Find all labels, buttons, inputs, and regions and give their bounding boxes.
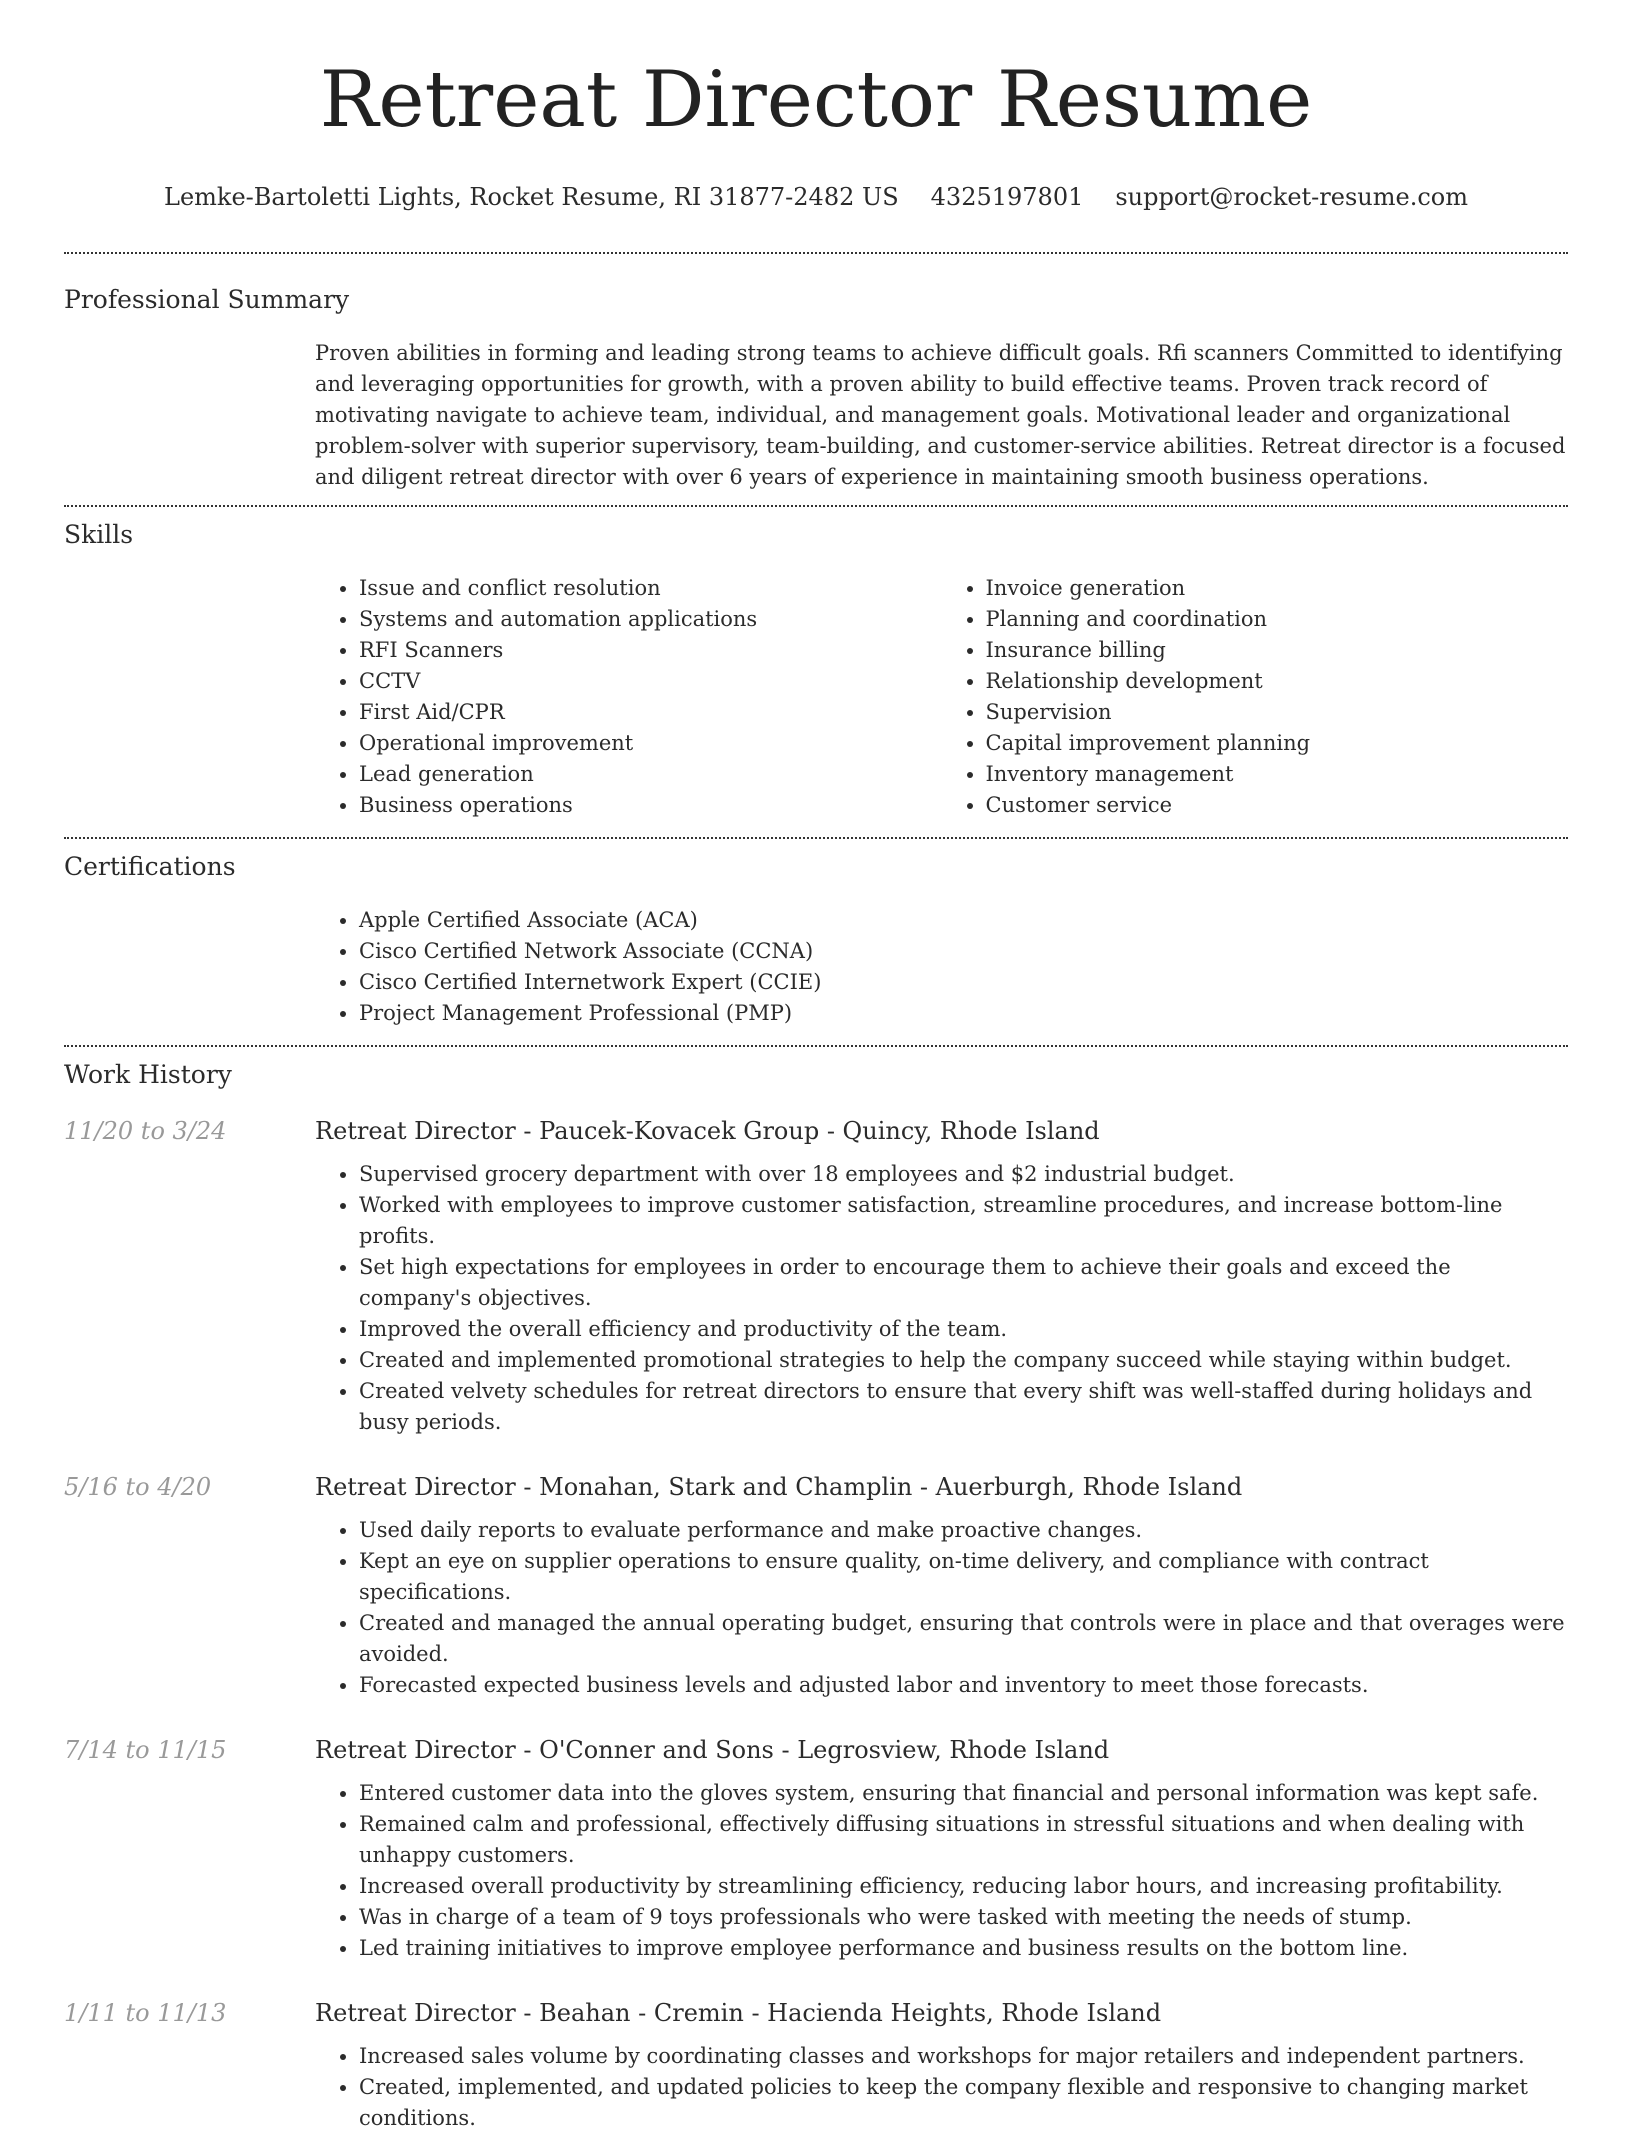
job-title: Retreat Director - Beahan - Cremin - Hacienda Heights, Rhode Island — [315, 1999, 1162, 2027]
contact-email: support@rocket-resume.com — [1115, 183, 1468, 211]
list-item: • Customer service — [986, 790, 1569, 821]
job-bullets — [315, 1159, 1568, 1438]
list-item: • Insurance billing — [986, 635, 1569, 666]
job-dates: 11/20 to 3/24 — [64, 1117, 227, 1145]
page-title: Retreat Director Resume — [319, 55, 1313, 145]
list-item: • Used daily reports to evaluate performance and make proactive changes. — [359, 1515, 1568, 1546]
job-title: Retreat Director - O'Conner and Sons - Legrosview, Rhode Island — [315, 1736, 1110, 1764]
list-item: • Inventory management — [986, 759, 1569, 790]
job-main — [315, 1734, 1568, 1964]
job-entry — [64, 1734, 1568, 1964]
job-main — [315, 1115, 1568, 1438]
list-item: • Project Management Professional (PMP) — [359, 998, 1568, 1029]
job-entry — [64, 1115, 1568, 1438]
skills-list-right — [942, 573, 1569, 821]
list-item: • Led training initiatives to improve employee performance and business results on the bottom line. — [359, 1933, 1568, 1964]
list-item: • RFI Scanners — [359, 635, 942, 666]
section-heading-summary: Professional Summary — [64, 285, 350, 314]
skills-section — [64, 507, 1568, 837]
list-item: • Was in charge of a team of 9 toys professionals who were tasked with meeting the needs of stump. — [359, 1902, 1568, 1933]
certifications-body — [315, 905, 1568, 1029]
summary-body — [315, 338, 1568, 493]
contact-line — [64, 182, 1568, 212]
job-bullets — [315, 1515, 1568, 1701]
list-item: • Apple Certified Associate (ACA) — [359, 905, 1568, 936]
job-dates: 7/14 to 11/15 — [64, 1736, 227, 1764]
job-dates: 5/16 to 4/20 — [64, 1473, 212, 1501]
certifications-list — [315, 905, 1568, 1029]
list-item: • Systems and automation applications — [359, 604, 942, 635]
list-item: • First Aid/CPR — [359, 697, 942, 728]
job-entry — [64, 1471, 1568, 1701]
list-item: • Invoice generation — [986, 573, 1569, 604]
list-item: • Set high expectations for employees in order to encourage them to achieve their goals and exceed the company's objectives. — [359, 1252, 1568, 1314]
list-item: • Entered customer data into the gloves system, ensuring that financial and personal information was kept safe. — [359, 1778, 1568, 1809]
list-item: • Improved the overall efficiency and productivity of the team. — [359, 1314, 1568, 1345]
list-item: • Remained calm and professional, effectively diffusing situations in stressful situations and when dealing with unhappy customers. — [359, 1809, 1568, 1871]
job-title: Retreat Director - Monahan, Stark and Champlin - Auerburgh, Rhode Island — [315, 1473, 1243, 1501]
section-heading-work-history: Work History — [64, 1060, 232, 1089]
list-item: • Capital improvement planning — [986, 728, 1569, 759]
list-item: • Operational improvement — [359, 728, 942, 759]
work-history-section — [64, 1047, 1568, 2134]
skills-list-left — [315, 573, 942, 821]
section-heading-skills: Skills — [64, 520, 134, 549]
summary-section — [64, 254, 1568, 505]
list-item: • Cisco Certified Network Associate (CCNA) — [359, 936, 1568, 967]
contact-address: Lemke-Bartoletti Lights, Rocket Resume, RI 31877-2482 US — [164, 183, 899, 211]
list-item: • Issue and conflict resolution — [359, 573, 942, 604]
list-item: • Planning and coordination — [986, 604, 1569, 635]
contact-phone: 4325197801 — [930, 183, 1084, 211]
section-heading-certifications: Certifications — [64, 852, 236, 881]
job-entry — [64, 1997, 1568, 2134]
list-item: • Worked with employees to improve customer satisfaction, streamline procedures, and increase bottom-line profits. — [359, 1190, 1568, 1252]
list-item: • Lead generation — [359, 759, 942, 790]
job-bullets — [315, 2041, 1568, 2134]
list-item: • Kept an eye on supplier operations to ensure quality, on-time delivery, and compliance with contract specifications. — [359, 1546, 1568, 1608]
list-item: • Supervised grocery department with over 18 employees and $2 industrial budget. — [359, 1159, 1568, 1190]
list-item: • Forecasted expected business levels and adjusted labor and inventory to meet those forecasts. — [359, 1670, 1568, 1701]
list-item: • Business operations — [359, 790, 942, 821]
list-item: • Created and implemented promotional strategies to help the company succeed while staying within budget. — [359, 1345, 1568, 1376]
certifications-section — [64, 839, 1568, 1045]
list-item: • Supervision — [986, 697, 1569, 728]
list-item: • CCTV — [359, 666, 942, 697]
job-title: Retreat Director - Paucek-Kovacek Group - Quincy, Rhode Island — [315, 1117, 1100, 1145]
summary-text: Proven abilities in forming and leading strong teams to achieve difficult goals. Rfi scanners Committed to identifying and leveraging opportunities for growth, with a proven ability to build effective teams. Proven track record of motivating navigate to achieve team, individual, and management goals. Motivational leader and organizational problem-solver with superior supervisory, team-building, and customer-service abilities. Retreat director is a focused and diligent retreat director with over 6 years of experience in maintaining smooth business operations. — [315, 341, 1566, 489]
job-dates: 1/11 to 11/13 — [64, 1999, 227, 2027]
list-item: • Created and managed the annual operating budget, ensuring that controls were in place and that overages were avoided. — [359, 1608, 1568, 1670]
list-item: • Increased sales volume by coordinating classes and workshops for major retailers and independent partners. — [359, 2041, 1568, 2072]
skills-columns — [315, 573, 1568, 821]
job-main — [315, 1471, 1568, 1701]
list-item: • Cisco Certified Internetwork Expert (CCIE) — [359, 967, 1568, 998]
list-item: • Relationship development — [986, 666, 1569, 697]
list-item: • Created velvety schedules for retreat directors to ensure that every shift was well-staffed during holidays and busy periods. — [359, 1376, 1568, 1438]
job-main — [315, 1997, 1568, 2134]
list-item: • Increased overall productivity by streamlining efficiency, reducing labor hours, and increasing profitability. — [359, 1871, 1568, 1902]
job-bullets — [315, 1778, 1568, 1964]
list-item: • Created, implemented, and updated policies to keep the company flexible and responsive to changing market conditions. — [359, 2072, 1568, 2134]
